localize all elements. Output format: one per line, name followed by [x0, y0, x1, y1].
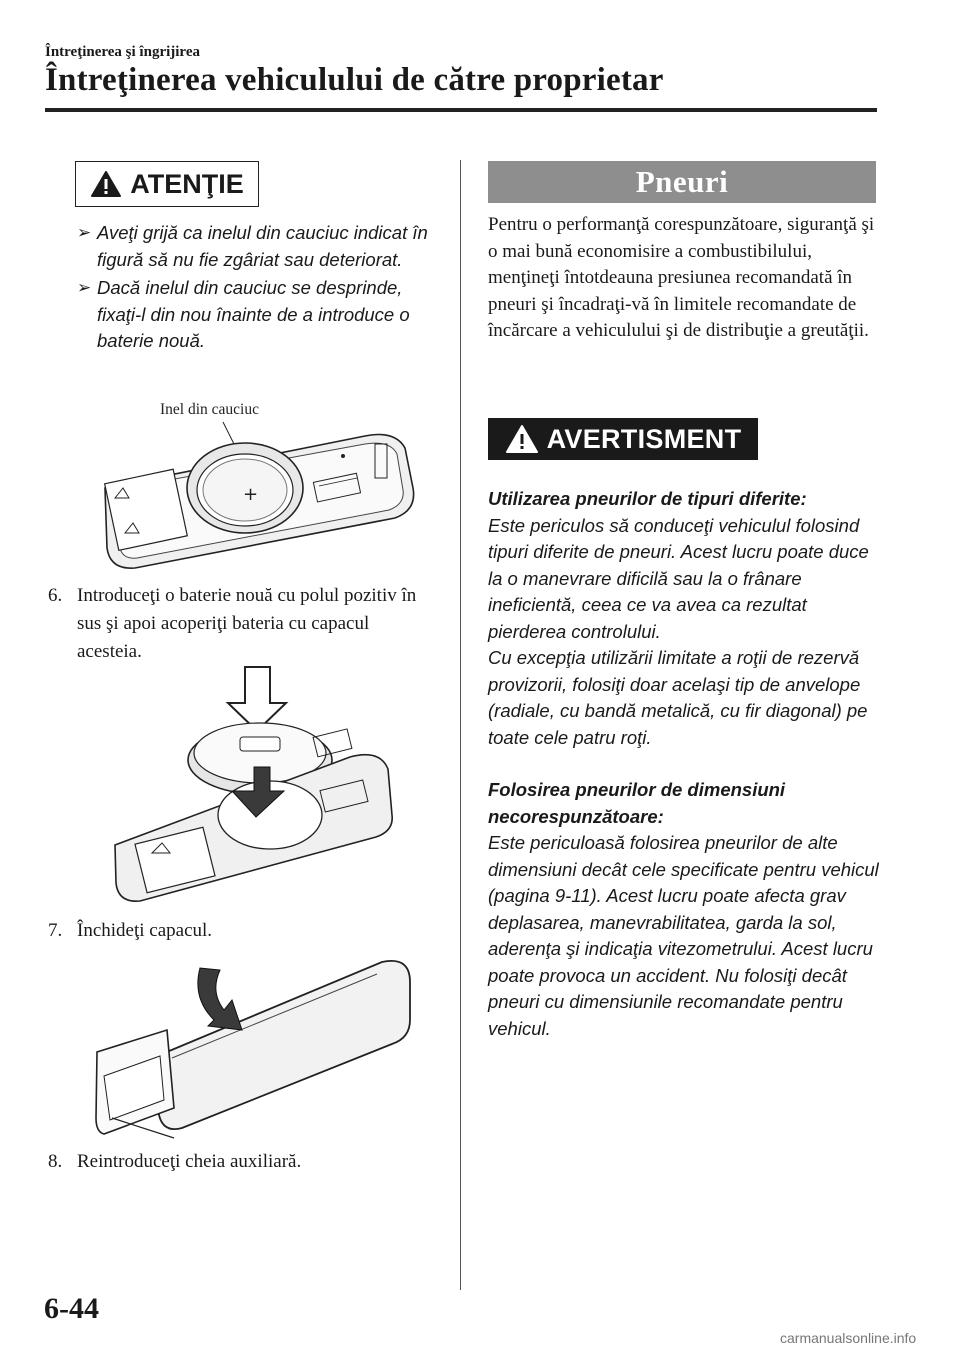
warning-triangle-icon	[505, 424, 539, 454]
page-number: 6-44	[44, 1292, 99, 1325]
warning-triangle-icon	[90, 170, 122, 198]
warning-heading: Utilizarea pneurilor de tipuri diferite:	[488, 488, 807, 509]
caution-label: ATENŢIE	[130, 168, 244, 199]
step-7: 7. Închideţi capacul.	[48, 920, 213, 941]
arrow-bullet-icon: ➢	[77, 278, 92, 297]
warning-box	[488, 418, 758, 460]
chapter-title: Întreţinerea vehiculului de către proprietar	[45, 62, 664, 98]
close-cover-illustration	[92, 958, 414, 1143]
rubber-ring-callout: Inel din cauciuc	[160, 401, 259, 418]
warning-label: AVERTISMENT	[546, 423, 742, 454]
tires-section-banner	[488, 161, 876, 203]
step-8: 8. Reintroduceţi cheia auxiliară.	[48, 1151, 302, 1172]
warning-heading: Folosirea pneurilor de dimensiuni necorespunzătoare:	[488, 779, 786, 827]
warning-body	[488, 486, 880, 1068]
tires-section-title: Pneuri	[635, 164, 729, 199]
column-divider	[460, 160, 461, 1290]
warning-paragraph: Utilizarea pneurilor de tipuri diferite: Este periculos să conduceţi vehiculul folosind tipuri diferite de pneuri. Acest lucru poate duce la o manevrare dificilă sau la o frânare ineficientă, ceea ce va avea ca rezultat pierderea controlului. Cu excepţia utilizării limitate a roţii de rezervă provizorii, folosiţi doar acelaşi tip de anvelope (radiale, cu bandă metalică, cu fir diagonal) pe toate cele patru roţi.	[488, 486, 880, 751]
caution-item: ➢ Dacă inelul din cauciuc se desprinde, fixaţi-l din nou înainte de a introduce o baterie nouă.	[77, 277, 410, 351]
caution-item: ➢ Aveţi grijă ca inelul din cauciuc indicat în figură să nu fie zgâriat sau deteriorat.	[77, 222, 428, 270]
caution-list	[75, 220, 435, 357]
watermark: carmanualsonline.info	[780, 1330, 917, 1346]
battery-insertion-illustration	[110, 665, 400, 910]
header-rule	[45, 108, 877, 112]
step-6: 6. Introduceţi o baterie nouă cu polul pozitiv în sus şi apoi acoperiţi bateria cu capacul acesteia.	[48, 585, 417, 662]
caution-box	[75, 161, 259, 207]
svg-text:+: +	[243, 484, 259, 505]
section-label: Întreţinerea şi îngrijirea	[45, 44, 200, 60]
arrow-bullet-icon: ➢	[77, 223, 92, 242]
tires-intro: Pentru o performanţă corespunzătoare, siguranţă şi o mai bună economisire a combustibilului, menţineţi întotdeauna presiunea recomandată în pneuri şi încadraţi-vă în limitele recomandate de încărcare a vehiculului şi de distribuţie a greutăţii.	[488, 214, 875, 341]
warning-paragraph: Folosirea pneurilor de dimensiuni necorespunzătoare: Este periculoasă folosirea pneurilor de alte dimensiuni decât cele specificate pentru vehicul (pagina 9-11). Acest lucru poate afecta grav deplasarea, manevrabilitatea, garda la sol, aderenţa şi indicaţia vitezometrului. Acest lucru poate provoca un accident. Nu folosiţi decât pneuri cu dimensiunile recomandate pentru vehicul.	[488, 779, 879, 1039]
key-fob-open-illustration	[95, 418, 425, 578]
